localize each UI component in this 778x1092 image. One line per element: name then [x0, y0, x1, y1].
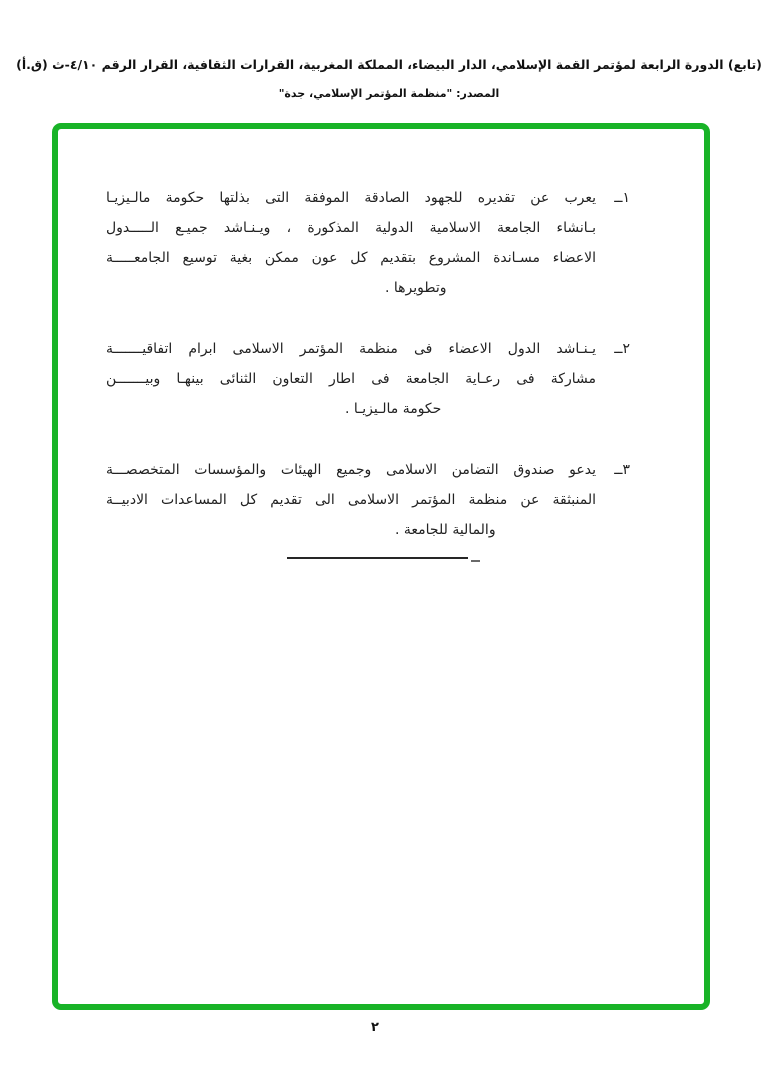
clause-line: بـانشاء الجامعة الاسلامية الدولية المذكورة ، ويـنـاشد جميـع الـــــدول [106, 220, 596, 236]
document-source: المصدر: "منظمة المؤتمر الإسلامي، جدة" [278, 87, 500, 100]
resolution-clause-1 [98, 183, 630, 303]
clause-line: وتطويرها . [385, 280, 447, 296]
resolution-clause-2 [98, 334, 630, 424]
highlight-box [52, 123, 710, 1010]
clause-line: حكومة مالـيزيـا . [345, 401, 442, 417]
clause-line: والمالية للجامعة . [395, 522, 496, 538]
clause-line: يـنـاشد الدول الاعضاء فى منظمة المؤتمر الاسلامى ابرام اتفاقيـــــــة [106, 341, 596, 357]
clause-line: المنبثقة عن منظمة المؤتمر الاسلامى الى تقديم كل المساعدات الادبيــة [106, 492, 596, 508]
page-number: ٢ [371, 1020, 379, 1035]
clause-line: الاعضاء مسـاندة المشروع بتقديم كل عون ممكن بغية توسيع الجامعـــــة [106, 250, 596, 266]
clause-number: ٢ــ [614, 341, 630, 357]
clause-text [106, 455, 596, 545]
clause-line: يعرب عن تقديره للجهود الصادقة الموفقة التى بذلتها حكومة مالـيزيـا [106, 190, 596, 206]
clause-line: مشاركة فى رعـاية الجامعة فى اطار التعاون الثنائى بينهـا وبيـــــــن [106, 371, 596, 387]
clause-number: ١ــ [614, 190, 630, 206]
clause-number: ٣ــ [614, 462, 630, 478]
clause-text [106, 183, 596, 303]
document-title: (تابع) الدورة الرابعة لمؤتمر القمة الإسلامي، الدار البيضاء، المملكة المغربية، القرارات الثقافية، القرار الرقم ٤/١٠-ث (ق.أ) [16, 57, 762, 72]
scan-artifact-dash [471, 560, 480, 562]
clause-text [106, 334, 596, 424]
resolution-clause-3 [98, 455, 630, 545]
signature-divider [287, 557, 468, 559]
clause-line: يدعو صندوق التضامن الاسلامى وجميع الهيئات والمؤسسات المتخصصـــة [106, 462, 596, 478]
